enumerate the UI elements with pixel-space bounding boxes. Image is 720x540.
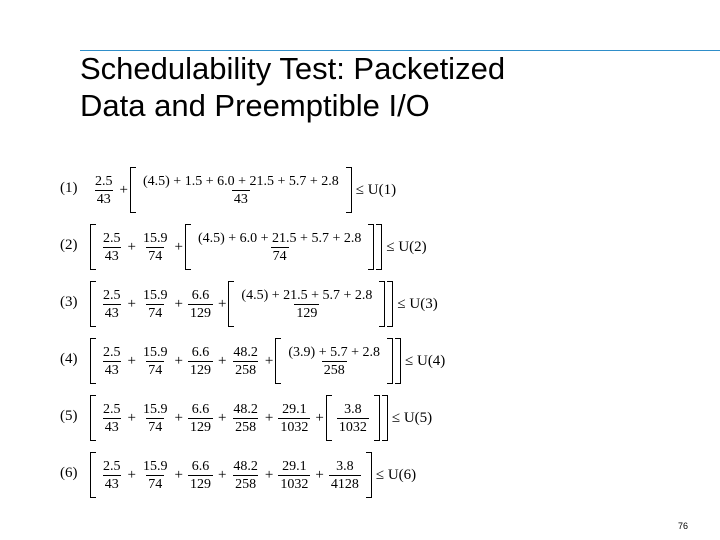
equation-body [90, 336, 445, 386]
fraction-denominator: 1032 [280, 419, 309, 435]
fraction-numerator: 2.5 [103, 458, 121, 474]
fraction-numerator: 2.5 [103, 230, 121, 246]
fraction-numerator: (4.5) + 6.0 + 21.5 + 5.7 + 2.8 [197, 230, 362, 246]
fraction [231, 458, 260, 493]
bracket-left [275, 338, 281, 384]
bracket-left [326, 395, 332, 441]
fraction-denominator: 74 [148, 248, 163, 264]
fraction-numerator: 6.6 [191, 344, 210, 360]
equation-row [56, 163, 616, 220]
bracket-right [379, 281, 385, 327]
equation-row [56, 448, 616, 505]
relation-symbol: ≤ [391, 409, 401, 426]
plus-operator: + [174, 295, 183, 312]
fraction-numerator: 2.5 [103, 287, 121, 303]
bracket-right [374, 395, 380, 441]
fraction-numerator: 48.2 [233, 458, 258, 474]
inequality-rhs [392, 410, 432, 427]
fraction-denominator: 74 [272, 248, 287, 264]
relation-symbol: ≤ [397, 295, 406, 312]
bracket-left [185, 224, 191, 270]
fraction-numerator: 6.6 [191, 401, 210, 417]
fraction-denominator: 1032 [338, 419, 367, 435]
fraction [231, 344, 260, 379]
slide-title-line-1: Schedulability Test: Packetized [80, 51, 506, 86]
inequality-rhs [376, 467, 416, 484]
bracket-right [382, 395, 388, 441]
bracket-left [90, 224, 96, 270]
plus-operator: + [217, 352, 227, 369]
slide-title-line-2: Data and Preemptible I/O [80, 88, 430, 123]
equation-label: (2) [60, 237, 78, 253]
fraction [239, 287, 374, 322]
plus-operator: + [127, 466, 136, 483]
fraction-denominator: 74 [148, 476, 163, 492]
bracket-right [366, 452, 372, 498]
plus-operator: + [174, 238, 183, 255]
fraction-denominator: 258 [323, 362, 345, 378]
equation-label: (6) [60, 465, 78, 481]
slide-title [80, 50, 505, 124]
plus-operator: + [127, 352, 136, 369]
fraction [278, 458, 310, 493]
utilization-bound: U(2) [398, 238, 427, 255]
fraction-denominator: 129 [189, 305, 211, 321]
bracket-right [376, 224, 382, 270]
page-number: 76 [678, 521, 689, 531]
fraction [101, 287, 123, 322]
fraction-numerator: 15.9 [142, 287, 168, 303]
fraction-numerator: 15.9 [142, 458, 168, 474]
inequality-rhs [356, 182, 396, 199]
fraction-denominator: 258 [235, 362, 257, 378]
fraction-numerator: (4.5) + 1.5 + 6.0 + 21.5 + 5.7 + 2.8 [142, 173, 339, 189]
bracket-left [130, 167, 136, 213]
plus-operator: + [217, 466, 227, 483]
fraction-denominator: 4128 [330, 476, 359, 492]
bracket-left [90, 338, 96, 384]
fraction-denominator: 43 [104, 476, 119, 492]
inequality-rhs [386, 239, 426, 256]
utilization-bound: U(4) [416, 352, 446, 369]
fraction-numerator: 48.2 [233, 344, 258, 360]
fraction-denominator: 74 [148, 362, 163, 378]
fraction-denominator: 43 [104, 305, 119, 321]
relation-symbol: ≤ [386, 238, 395, 255]
bracket-right [368, 224, 374, 270]
fraction [329, 458, 361, 493]
fraction [101, 230, 123, 265]
fraction-denominator: 43 [104, 362, 119, 378]
equation-label: (5) [60, 408, 78, 424]
utilization-bound: U(3) [409, 295, 438, 312]
fraction-numerator: 15.9 [142, 344, 168, 360]
plus-operator: + [127, 409, 136, 426]
fraction [93, 173, 115, 208]
relation-symbol: ≤ [375, 466, 385, 483]
fraction [141, 344, 170, 379]
fraction-numerator: 29.1 [282, 401, 307, 417]
fraction [337, 401, 369, 436]
equation-body [90, 279, 438, 329]
utilization-bound: U(5) [403, 409, 433, 426]
fraction [141, 173, 341, 208]
inequality-rhs [405, 353, 445, 370]
bracket-right [346, 167, 352, 213]
fraction-numerator: 48.2 [233, 401, 258, 417]
equation-body [90, 450, 416, 500]
equation-body [90, 222, 427, 272]
bracket-right [387, 281, 393, 327]
fraction [101, 401, 123, 436]
plus-operator: + [217, 409, 227, 426]
fraction-numerator: (4.5) + 21.5 + 5.7 + 2.8 [241, 287, 373, 303]
fraction-numerator: 2.5 [103, 401, 121, 417]
plus-operator: + [315, 409, 324, 426]
fraction-denominator: 74 [148, 305, 163, 321]
plus-operator: + [174, 409, 183, 426]
utilization-bound: U(1) [367, 181, 397, 198]
plus-operator: + [315, 466, 324, 483]
fraction [101, 344, 123, 379]
bracket-left [90, 281, 96, 327]
fraction [188, 458, 213, 493]
fraction-numerator: 15.9 [142, 401, 168, 417]
equation-row [56, 334, 616, 391]
fraction-numerator: 3.8 [344, 401, 362, 417]
fraction [101, 458, 123, 493]
fraction-denominator: 129 [189, 362, 211, 378]
plus-operator: + [127, 238, 136, 255]
equation-row [56, 277, 616, 334]
equation-body [90, 165, 396, 215]
equation-list [56, 163, 616, 505]
fraction-denominator: 129 [189, 419, 211, 435]
fraction [188, 344, 213, 379]
fraction-denominator: 258 [235, 476, 257, 492]
fraction-numerator: 15.9 [142, 230, 168, 246]
fraction-numerator: (3.9) + 5.7 + 2.8 [288, 344, 380, 360]
fraction-numerator: 3.8 [336, 458, 354, 474]
fraction-numerator: 6.6 [191, 287, 210, 303]
plus-operator: + [264, 352, 274, 369]
fraction-denominator: 258 [235, 419, 257, 435]
inequality-rhs [397, 296, 437, 313]
fraction-denominator: 43 [104, 248, 119, 264]
fraction-denominator: 74 [148, 419, 163, 435]
fraction [278, 401, 310, 436]
plus-operator: + [264, 466, 274, 483]
plus-operator: + [119, 181, 128, 198]
fraction [231, 401, 260, 436]
fraction [196, 230, 363, 265]
equation-row [56, 220, 616, 277]
fraction [141, 287, 170, 322]
fraction [141, 230, 170, 265]
bracket-left [90, 395, 96, 441]
equation-row [56, 391, 616, 448]
fraction-numerator: 2.5 [95, 173, 113, 189]
equation-label: (3) [60, 294, 78, 310]
plus-operator: + [174, 352, 183, 369]
fraction-denominator: 129 [189, 476, 211, 492]
bracket-left [228, 281, 234, 327]
fraction [141, 401, 170, 436]
utilization-bound: U(6) [387, 466, 417, 483]
fraction-numerator: 2.5 [103, 344, 121, 360]
fraction-denominator: 43 [104, 419, 119, 435]
fraction-numerator: 6.6 [191, 458, 210, 474]
fraction-denominator: 43 [233, 191, 248, 207]
fraction [141, 458, 170, 493]
fraction [286, 344, 382, 379]
plus-operator: + [174, 466, 183, 483]
equation-label: (4) [60, 351, 78, 367]
plus-operator: + [217, 295, 227, 312]
relation-symbol: ≤ [405, 352, 414, 369]
equation-body [90, 393, 432, 443]
fraction [188, 287, 213, 322]
fraction [188, 401, 213, 436]
plus-operator: + [127, 295, 136, 312]
bracket-right [395, 338, 401, 384]
fraction-denominator: 1032 [280, 476, 309, 492]
fraction-denominator: 129 [296, 305, 318, 321]
bracket-right [387, 338, 393, 384]
relation-symbol: ≤ [355, 181, 365, 198]
bracket-left [90, 452, 96, 498]
plus-operator: + [264, 409, 274, 426]
fraction-denominator: 43 [96, 191, 111, 207]
fraction-numerator: 29.1 [282, 458, 307, 474]
equation-label: (1) [60, 180, 78, 196]
